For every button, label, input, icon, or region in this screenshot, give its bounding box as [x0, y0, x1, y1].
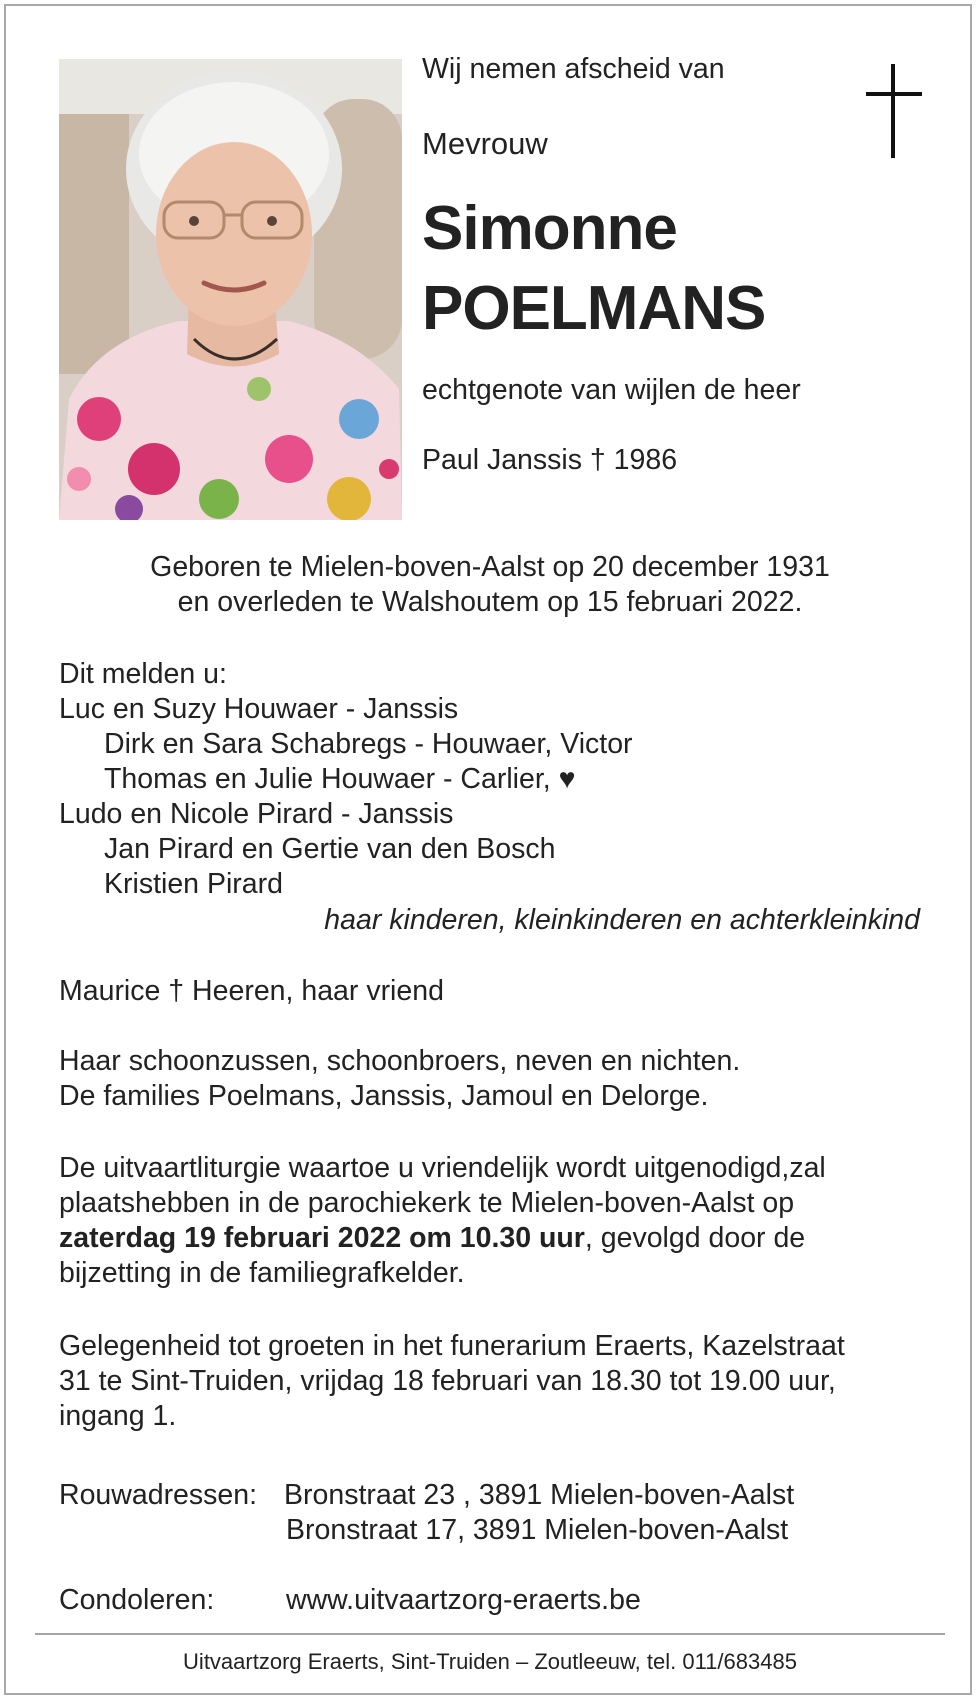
family-member: Jan Pirard en Gertie van den Bosch	[104, 833, 556, 865]
family-member: Kristien Pirard	[104, 868, 283, 900]
funeral-date: zaterdag 19 februari 2022 om 10.30 uur	[59, 1222, 585, 1254]
funeral-line: De uitvaartliturgie waartoe u vriendelijk wordt uitgenodigd,zal	[59, 1152, 826, 1184]
funeral-date-line	[59, 1221, 805, 1256]
family-relation: haar kinderen, kleinkinderen en achterkleinkind	[324, 904, 920, 936]
visitation-line: Gelegenheid tot groeten in het funerarium Eraerts, Kazelstraat	[59, 1330, 845, 1362]
birth-line: Geboren te Mielen-boven-Aalst op 20 december 1931	[150, 551, 830, 583]
footer-text: Uitvaartzorg Eraerts, Sint-Truiden – Zoutleeuw, tel. 011/683485	[183, 1649, 797, 1674]
condolences-label: Condoleren:	[59, 1584, 215, 1616]
visitation-line: ingang 1.	[59, 1400, 177, 1432]
family-member: Dirk en Sara Schabregs - Houwaer, Victor	[104, 728, 633, 760]
funeral-line: plaatshebben in de parochiekerk te Mielen-boven-Aalst op	[59, 1187, 795, 1219]
funeral-line: bijzetting in de familiegrafkelder.	[59, 1257, 465, 1289]
cross-icon	[866, 64, 922, 160]
footer-divider	[35, 1633, 945, 1635]
address-2: Bronstraat 17, 3891 Mielen-boven-Aalst	[286, 1514, 789, 1546]
visitation-line: 31 te Sint-Truiden, vrijdag 18 februari van 18.30 tot 19.00 uur,	[59, 1365, 836, 1397]
families-line: De families Poelmans, Janssis, Jamoul en Delorge.	[59, 1080, 709, 1112]
portrait-photo	[59, 59, 402, 520]
friend-line: Maurice † Heeren, haar vriend	[59, 975, 444, 1007]
given-name: Simonne	[422, 194, 677, 263]
honorific-title: Mevrouw	[422, 126, 548, 161]
spouse-name: Paul Janssis † 1986	[422, 444, 678, 476]
family-member: Thomas en Julie Houwaer - Carlier, ♥	[104, 763, 576, 795]
family-heading: Dit melden u:	[59, 658, 227, 690]
addresses-label: Rouwadressen:	[59, 1479, 258, 1511]
funeral-date-rest: , gevolgd door de	[584, 1222, 806, 1254]
death-line: en overleden te Walshoutem op 15 februari 2022.	[177, 586, 803, 618]
family-name: POELMANS	[422, 274, 766, 343]
address-1: Bronstraat 23 , 3891 Mielen-boven-Aalst	[284, 1479, 795, 1511]
spouse-intro: echtgenote van wijlen de heer	[422, 374, 801, 406]
family-member: Luc en Suzy Houwaer - Janssis	[59, 693, 459, 725]
intro-text: Wij nemen afscheid van	[422, 53, 725, 85]
family-member: Ludo en Nicole Pirard - Janssis	[59, 798, 454, 830]
condolences-link[interactable]: www.uitvaartzorg-eraerts.be	[286, 1584, 641, 1616]
relatives-line: Haar schoonzussen, schoonbroers, neven en nichten.	[59, 1045, 741, 1077]
